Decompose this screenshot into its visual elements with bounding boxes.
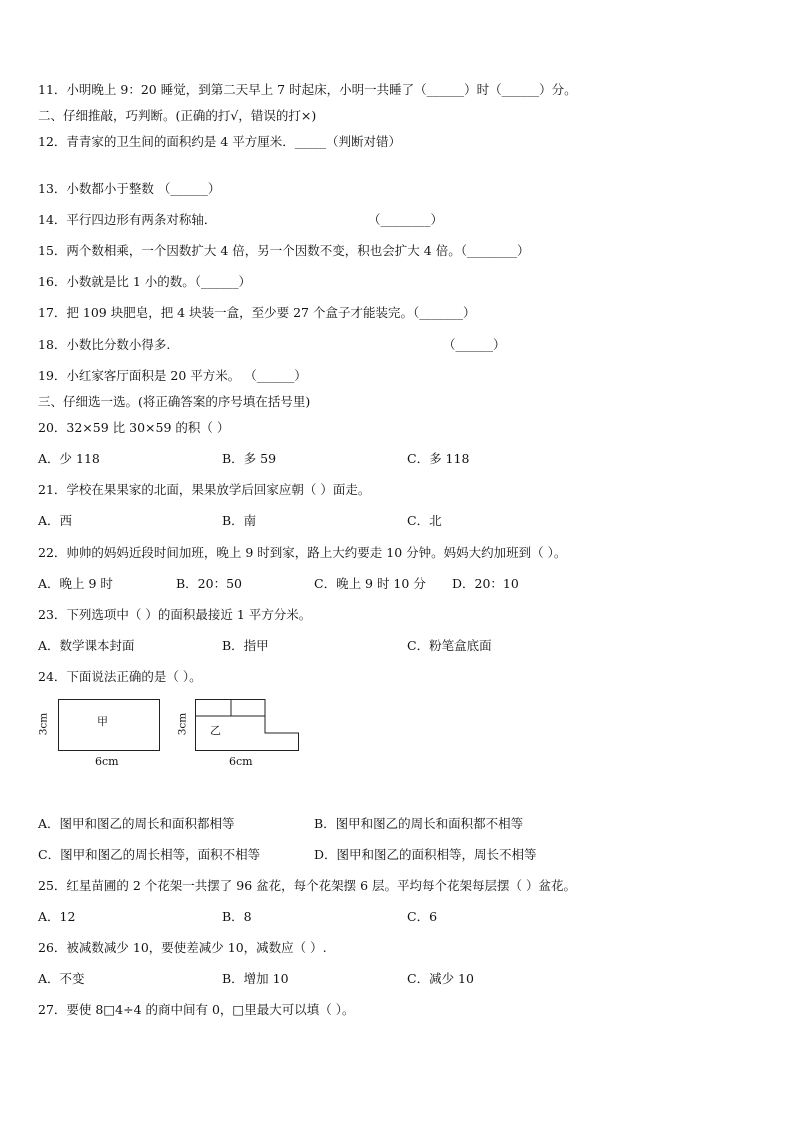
question-24: 24．下面说法正确的是（ ）。 — [38, 669, 202, 684]
option-23-a: A．数学课本封面 — [38, 638, 135, 653]
section-3-heading: 三、仔细选一选。(将正确答案的序号填在括号里) — [38, 394, 311, 409]
question-16: 16．小数就是比 1 小的数。（______） — [38, 274, 252, 289]
question-14: 14．平行四边形有两条对称轴． — [38, 212, 217, 227]
question-15: 15．两个数相乘，一个因数扩大 4 倍，另一个因数不变，积也会扩大 4 倍。（________） — [38, 243, 530, 258]
question-18: 18．小数比分数小得多. — [38, 337, 171, 352]
option-25-a: A．12 — [38, 909, 76, 924]
figure-jia-rect — [59, 700, 160, 751]
option-24-c: C．图甲和图乙的周长相等，面积不相等 — [38, 847, 261, 862]
option-20-b: B．多 59 — [222, 451, 277, 466]
question-22: 22．帅帅的妈妈近段时间加班，晚上 9 时到家，路上大约要走 10 分钟。妈妈大约加班到（ ）。 — [38, 545, 567, 560]
question-11: 11．小明晚上 9：20 睡觉，到第二天早上 7 时起床，小明一共睡了（______）时（______）分。 — [38, 82, 577, 97]
figure-yi-width-label: 6cm — [229, 755, 253, 768]
figure-yi-name: 乙 — [210, 724, 221, 737]
figure-jia-width-label: 6cm — [95, 755, 119, 768]
option-23-b: B．指甲 — [222, 638, 269, 653]
figure-yi-outline — [196, 700, 266, 717]
option-22-b: B．20：50 — [176, 576, 242, 591]
question-21: 21．学校在果果家的北面，果果放学后回家应朝（ ）面走。 — [38, 482, 371, 497]
section-2-heading: 二、仔细推敲，巧判断。(正确的打√，错误的打×) — [38, 108, 317, 123]
figure-jia-name: 甲 — [97, 715, 108, 728]
option-20-a: A．少 118 — [38, 451, 100, 466]
option-22-a: A．晚上 9 时 — [38, 576, 113, 591]
question-23: 23．下列选项中（ ）的面积最接近 1 平方分米。 — [38, 607, 312, 622]
option-25-b: B．8 — [222, 909, 252, 924]
option-26-a: A．不变 — [38, 971, 85, 986]
option-24-a: A．图甲和图乙的周长和面积都相等 — [38, 816, 235, 831]
question-17: 17．把 109 块肥皂，把 4 块装一盒，至少要 27 个盒子才能装完。（_______） — [38, 305, 476, 320]
option-23-c: C．粉笔盒底面 — [407, 638, 492, 653]
question-12: 12．青青家的卫生间的面积约是 4 平方厘米．_____（判断对错） — [38, 134, 402, 149]
option-22-c: C．晚上 9 时 10 分 — [314, 576, 426, 591]
figure-jia — [58, 699, 162, 753]
option-20-c: C．多 118 — [407, 451, 470, 466]
option-26-c: C．减少 10 — [407, 971, 474, 986]
option-25-c: C．6 — [407, 909, 438, 924]
figure-yi-height-label: 3cm — [176, 712, 189, 736]
question-26: 26．被减数减少 10，要使差减少 10，减数应（ ）. — [38, 940, 327, 955]
question-18-blank: （______） — [443, 337, 506, 352]
option-21-c: C．北 — [407, 513, 442, 528]
question-25: 25．红星苗圃的 2 个花架一共摆了 96 盆花，每个花架摆 6 层。平均每个花架每层摆（ ）盆花。 — [38, 878, 577, 893]
option-21-b: B．南 — [222, 513, 257, 528]
option-24-b: B．图甲和图乙的周长和面积都不相等 — [314, 816, 524, 831]
question-13: 13．小数都小于整数 （______） — [38, 181, 221, 196]
figure-jia-height-label: 3cm — [37, 712, 50, 736]
option-22-d: D．20：10 — [452, 576, 519, 591]
question-14-blank: （________） — [368, 212, 444, 227]
question-19: 19．小红家客厅面积是 20 平方米。 （______） — [38, 368, 307, 383]
option-26-b: B．增加 10 — [222, 971, 289, 986]
question-20: 20．32×59 比 30×59 的积（ ） — [38, 420, 230, 435]
option-21-a: A．西 — [38, 513, 73, 528]
question-27: 27．要使 8□4÷4 的商中间有 0，□里最大可以填（ ）。 — [38, 1002, 355, 1017]
option-24-d: D．图甲和图乙的面积相等，周长不相等 — [314, 847, 537, 862]
